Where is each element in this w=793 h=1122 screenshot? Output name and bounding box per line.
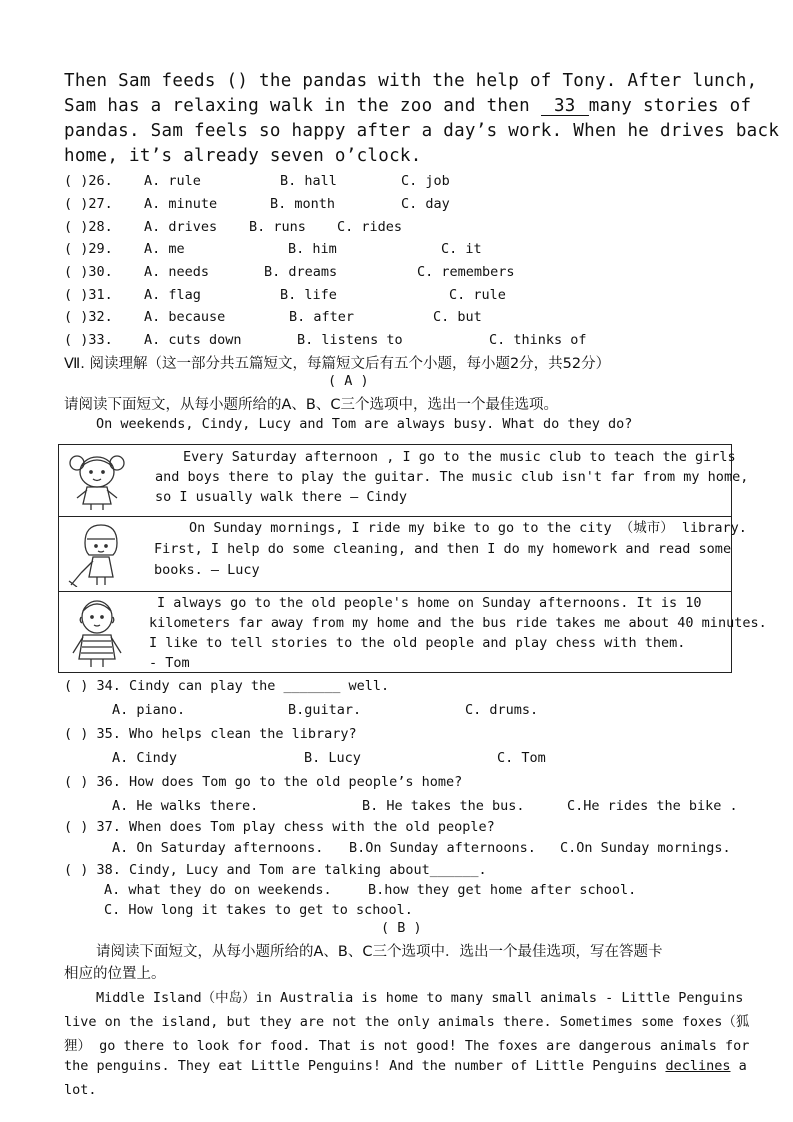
question-number: ( )28.	[64, 219, 113, 235]
question-37-stem: ( ) 37. When does Tom play chess with the old people?	[64, 819, 495, 835]
option-c: C. drums.	[465, 702, 539, 718]
option-b: B. month	[270, 196, 336, 212]
cloze-line-2-start: Sam has a relaxing walk in the zoo and then	[64, 96, 530, 116]
option-c: C.He rides the bike .	[567, 798, 738, 814]
option-a: A. drives	[144, 219, 218, 235]
option-c: C. remembers	[417, 264, 515, 280]
option-a: A. what they do on weekends.	[104, 882, 332, 898]
cloze-line-2	[64, 96, 751, 116]
question-32	[64, 309, 482, 325]
option-a: A. needs	[144, 264, 210, 280]
option-a: A. He walks there.	[112, 798, 259, 814]
lucy-text-2: First, I help do some cleaning, and then I do my homework and read some	[154, 541, 732, 557]
passage-b-line-2: live on the island, but they are not the only animals there. Sometimes some foxes（狐	[64, 1014, 750, 1030]
option-b: B. Lucy	[304, 750, 361, 766]
profiles-table	[58, 444, 767, 673]
lucy-text-3: books. — Lucy	[154, 562, 260, 578]
question-26	[64, 173, 450, 189]
option-b: B. He takes the bus.	[362, 798, 525, 814]
question-28	[64, 219, 403, 235]
passage-b-line-5: lot.	[64, 1082, 97, 1098]
cloze-line-3: pandas. Sam feels so happy after a day’s work. When he drives back	[64, 121, 780, 141]
option-a: A. minute	[144, 196, 218, 212]
option-b: B. runs	[249, 219, 306, 235]
option-a: A. On Saturday afternoons.	[112, 840, 324, 856]
passage-b-line-1: Middle Island（中岛）in Australia is home to many small animals - Little Penguins	[96, 990, 744, 1006]
question-number: ( )26.	[64, 173, 113, 189]
section-7-heading: Ⅶ. 阅读理解（这一部分共五篇短文，每篇短文后有五个小题，每小题2分，共52分）	[64, 356, 611, 372]
option-c: C. thinks of	[489, 332, 587, 348]
option-a: A. cuts down	[144, 332, 242, 348]
question-36-stem: ( ) 36. How does Tom go to the old people’s home?	[64, 774, 463, 790]
option-c: C. rule	[449, 287, 506, 303]
option-c: C. How long it takes to get to school.	[104, 902, 413, 918]
question-34-stem: ( ) 34. Cindy can play the _______ well.	[64, 678, 390, 694]
option-c: C. Tom	[497, 750, 546, 766]
passage-b-line-4-end: a	[738, 1058, 747, 1074]
blank-33: 33	[541, 98, 589, 116]
reading-a-intro: On weekends, Cindy, Lucy and Tom are always busy. What do they do?	[96, 416, 633, 432]
question-30	[64, 264, 515, 280]
option-b: B. dreams	[264, 264, 338, 280]
option-c: C. rides	[337, 219, 403, 235]
question-number: ( )30.	[64, 264, 113, 280]
question-number: ( )27.	[64, 196, 113, 212]
option-b: B.guitar.	[288, 702, 362, 718]
tom-picture	[65, 597, 129, 669]
cloze-line-1: Then Sam feeds () the pandas with the help of Tony. After lunch,	[64, 71, 758, 91]
lucy-text-1: On Sunday mornings, I ride my bike to go to the city （城市） library.	[189, 520, 747, 536]
underlined-word-declines: declines	[665, 1058, 731, 1074]
option-a: A. me	[144, 241, 185, 257]
option-a: A. flag	[144, 287, 201, 303]
option-a: A. piano.	[112, 702, 186, 718]
cindy-picture	[65, 450, 129, 512]
option-b: B. life	[280, 287, 337, 303]
option-b: B. after	[289, 309, 355, 325]
question-33	[64, 332, 587, 348]
cindy-text-3: so I usually walk there — Cindy	[155, 489, 407, 505]
option-b: B. hall	[280, 173, 337, 189]
passage-b-line-4-start: the penguins. They eat Little Penguins! And the number of Little Penguins	[64, 1058, 658, 1074]
part-a-instruction: 请阅读下面短文，从每小题所给的A、B、C三个选项中，选出一个最佳选项。	[64, 397, 558, 413]
option-a: A. because	[144, 309, 226, 325]
part-b-label: ( B )	[381, 920, 422, 936]
passage-b-line-3: 狸） go there to look for food. That is not good! The foxes are dangerous animals for	[64, 1038, 750, 1054]
question-31	[64, 287, 506, 303]
question-number: ( )31.	[64, 287, 113, 303]
tom-text-2: kilometers far away from my home and the bus ride takes me about 40 minutes.	[149, 615, 767, 631]
option-c: C.On Sunday mornings.	[560, 840, 731, 856]
passage-b-line-4	[64, 1058, 747, 1074]
tom-text-4: - Tom	[149, 655, 190, 671]
question-27	[64, 196, 450, 212]
option-a: A. rule	[144, 173, 201, 189]
part-b-instruction-2: 相应的位置上。	[64, 966, 166, 982]
option-c: C. day	[401, 196, 450, 212]
option-a: A. Cindy	[112, 750, 178, 766]
option-c: C. it	[441, 241, 482, 257]
option-b: B. him	[288, 241, 337, 257]
question-number: ( )32.	[64, 309, 113, 325]
part-a-label: ( A )	[328, 373, 369, 389]
option-c: C. job	[401, 173, 450, 189]
tom-text-1: I always go to the old people's home on Sunday afternoons. It is 10	[157, 595, 702, 611]
question-35-stem: ( ) 35. Who helps clean the library?	[64, 726, 357, 742]
option-b: B. listens to	[297, 332, 403, 348]
question-38-stem: ( ) 38. Cindy, Lucy and Tom are talking about______.	[64, 862, 487, 878]
question-number: ( )29.	[64, 241, 113, 257]
option-b: B.On Sunday afternoons.	[349, 840, 536, 856]
lucy-picture	[67, 521, 131, 587]
question-number: ( )33.	[64, 332, 113, 348]
cindy-text-1: Every Saturday afternoon , I go to the music club to teach the girls	[183, 449, 736, 465]
option-c: C. but	[433, 309, 482, 325]
part-b-instruction-1: 请阅读下面短文，从每小题所给的A、B、C三个选项中．选出一个最佳选项，写在答题卡	[96, 944, 663, 960]
option-b: B.how they get home after school.	[368, 882, 637, 898]
cloze-line-2-end: many stories of	[588, 96, 752, 116]
cindy-text-2: and boys there to play the guitar. The music club isn't far from my home,	[155, 469, 749, 485]
question-29	[64, 241, 482, 257]
cloze-line-4: home, it’s already seven o’clock.	[64, 146, 422, 166]
tom-text-3: I like to tell stories to the old people and play chess with them.	[149, 635, 686, 651]
